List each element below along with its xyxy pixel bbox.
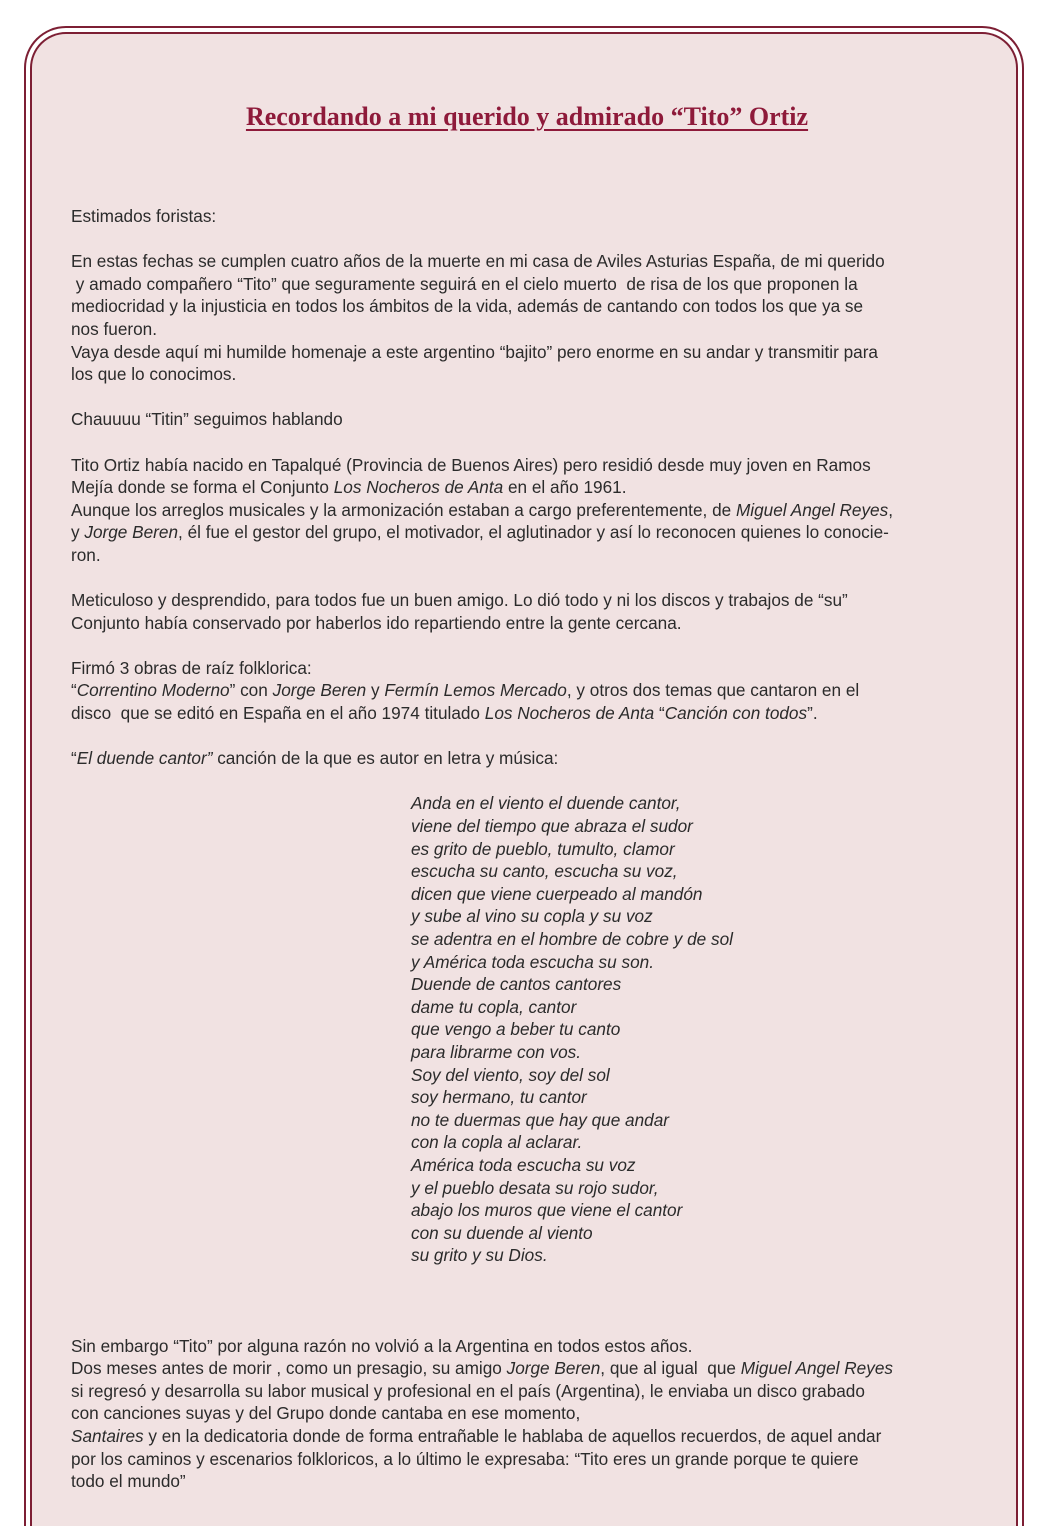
closing-paragraph xyxy=(71,1335,991,1493)
bio-paragraph xyxy=(71,454,991,567)
poem-line: es grito de pueblo, tumulto, clamor xyxy=(411,838,675,859)
page-title: Recordando a mi querido y admirado “Tito” Ortiz xyxy=(245,102,809,131)
works-line: Firmó 3 obras de raíz folklorica: xyxy=(71,657,312,678)
poem-line: y el pueblo desata su rojo sudor, xyxy=(411,1177,659,1198)
meticulous-line: Conjunto había conservado por haberlos ido repartiendo entre la gente cercana. xyxy=(71,612,682,633)
poem-line: no te duermas que hay que andar xyxy=(411,1109,669,1130)
poem-line: abajo los muros que viene el cantor xyxy=(411,1200,683,1221)
bio-line: y Jorge Beren, él fue el gestor del grupo, el motivador, el aglutinador y así lo reconocen quienes lo conocie- xyxy=(71,522,889,543)
poem-el-duende-cantor xyxy=(71,792,991,1266)
poem-line: con su duende al viento xyxy=(411,1222,593,1243)
intro-line: los que lo conocimos. xyxy=(71,364,237,385)
poem-line: su grito y su Dios. xyxy=(411,1245,548,1266)
bio-line: ron. xyxy=(71,544,101,565)
closing-line: Sin embargo “Tito” por alguna razón no volvió a la Argentina en todos estos años. xyxy=(71,1335,693,1356)
intro-line: Vaya desde aquí mi humilde homenaje a este argentino “bajito” pero enorme en su andar y transmitir para xyxy=(71,341,878,362)
poem-line: América toda escucha su voz xyxy=(411,1154,636,1175)
poem-line: Anda en el viento el duende cantor, xyxy=(411,793,681,814)
poem-line: escucha su canto, escucha su voz, xyxy=(411,861,678,882)
bio-line: Tito Ortiz había nacido en Tapalqué (Provincia de Buenos Aires) pero residió desde muy joven en Ramos xyxy=(71,454,871,475)
poem-line: dicen que viene cuerpeado al mandón xyxy=(411,883,703,904)
letter-body xyxy=(71,205,991,1493)
intro-line: mediocridad y la injusticia en todos los ámbitos de la vida, además de cantando con todos los que ya se xyxy=(71,296,864,317)
intro-line: En estas fechas se cumplen cuatro años de la muerte en mi casa de Aviles Asturias España, de mi querido xyxy=(71,251,885,272)
poem-line: viene del tiempo que abraza el sudor xyxy=(411,816,693,837)
farewell-line: Chauuuu “Titin” seguimos hablando xyxy=(71,409,343,430)
intro-paragraph xyxy=(71,250,991,386)
meticulous-paragraph xyxy=(71,589,991,634)
meticulous-line: Meticuloso y desprendido, para todos fue un buen amigo. Lo dió todo y ni los discos y trabajos de “su” xyxy=(71,590,848,611)
poem-line: Soy del viento, soy del sol xyxy=(411,1064,610,1085)
poem-line: soy hermano, tu cantor xyxy=(411,1087,587,1108)
works-line: disco que se editó en España en el año 1974 titulado Los Nocheros de Anta “Canción con todos”. xyxy=(71,703,818,724)
poem-line: para librarme con vos. xyxy=(411,1041,582,1062)
poem-line: y sube al vino su copla y su voz xyxy=(411,906,653,927)
bio-line: Aunque los arreglos musicales y la armonización estaban a cargo preferentemente, de Miguel Angel Reyes, xyxy=(71,499,893,520)
works-paragraph xyxy=(71,657,991,725)
intro-line: y amado compañero “Tito” que seguramente seguirá en el cielo muerto de risa de los que proponen la xyxy=(71,273,858,294)
intro-line: nos fueron. xyxy=(71,318,157,339)
poem-line: con la copla al aclarar. xyxy=(411,1132,583,1153)
works-line: “Correntino Moderno” con Jorge Beren y Fermín Lemos Mercado, y otros dos temas que cantaron en el xyxy=(71,680,860,701)
closing-line: por los caminos y escenarios folkloricos, a lo último le expresaba: “Tito eres un grande porque te quiere xyxy=(71,1448,859,1469)
poem-line: que vengo a beber tu canto xyxy=(411,1019,621,1040)
closing-line: todo el mundo” xyxy=(71,1471,186,1492)
bio-line: Mejía donde se forma el Conjunto Los Nocheros de Anta en el año 1961. xyxy=(71,477,627,498)
closing-line: Dos meses antes de morir , como un presagio, su amigo Jorge Beren, que al igual que Miguel Angel Reyes xyxy=(71,1358,893,1379)
poem-line: y América toda escucha su son. xyxy=(411,951,654,972)
closing-line: si regresó y desarrolla su labor musical y profesional en el país (Argentina), le enviaba un disco grabado xyxy=(71,1380,865,1401)
duende-intro: “El duende cantor” canción de la que es autor en letra y música: xyxy=(71,748,559,769)
poem-line: Duende de cantos cantores xyxy=(411,974,622,995)
closing-line: Santaires y en la dedicatoria donde de forma entrañable le hablaba de aquellos recuerdos, de aquel andar xyxy=(71,1426,882,1447)
greeting: Estimados foristas: xyxy=(71,206,217,226)
closing-line: con canciones suyas y del Grupo donde cantaba en ese momento, xyxy=(71,1403,581,1424)
poem-line: se adentra en el hombre de cobre y de sol xyxy=(411,929,733,949)
poem-line: dame tu copla, cantor xyxy=(411,996,577,1017)
